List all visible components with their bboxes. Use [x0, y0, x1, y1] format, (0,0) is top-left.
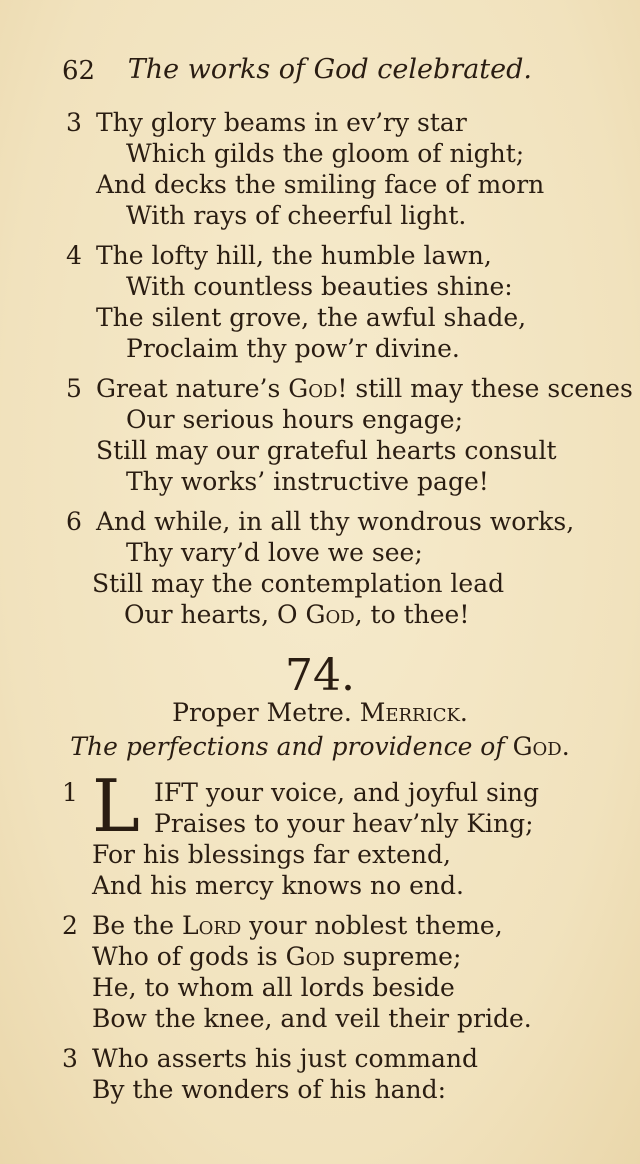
verse-line: With countless beauties shine: [126, 272, 513, 301]
stanza-number: 3 [62, 1044, 78, 1073]
verse-line: Who asserts his just command [92, 1044, 478, 1073]
verse-line: Be the Lord your noblest theme, [92, 911, 503, 940]
stanza-number: 3 [66, 108, 82, 137]
stanza-number: 5 [66, 374, 82, 403]
verse-line: Bow the knee, and veil their pride. [92, 1004, 532, 1033]
running-title: The works of God celebrated. [127, 54, 532, 85]
verse-line: Our hearts, O God, to thee! [124, 600, 470, 629]
verse-line: Proclaim thy pow’r divine. [126, 334, 460, 363]
verse-line: Thy glory beams in ev’ry star [96, 108, 467, 137]
verse-line: By the wonders of his hand: [92, 1075, 447, 1104]
verse-line: And decks the smiling face of morn [96, 170, 545, 199]
page-number: 62 [62, 56, 96, 86]
stanza-number: 6 [66, 507, 82, 536]
verse-line: With rays of cheerful light. [126, 201, 467, 230]
verse-line: IFT your voice, and joyful sing [154, 778, 539, 807]
hymn-meter: Proper Metre. Merrick. [172, 698, 468, 727]
verse-line: Thy vary’d love we see; [126, 538, 423, 567]
verse-line: He, to whom all lords beside [92, 973, 455, 1002]
hymn-number: 74. [285, 650, 355, 701]
verse-line: Which gilds the gloom of night; [126, 139, 525, 168]
verse-line: Thy works’ instructive page! [126, 467, 489, 496]
stanza-number: 4 [66, 241, 82, 270]
verse-line: For his blessings far extend, [92, 840, 451, 869]
stanza-number: 2 [62, 911, 78, 940]
hymn-subtitle: The perfections and providence of God. [70, 732, 570, 761]
verse-line: Still may our grateful hearts consult [96, 436, 557, 465]
verse-line: And while, in all thy wondrous works, [96, 507, 575, 536]
verse-line: The lofty hill, the humble lawn, [96, 241, 492, 270]
verse-line: And his mercy knows no end. [92, 871, 464, 900]
verse-line: Praises to your heav’nly King; [154, 809, 534, 838]
verse-line: Who of gods is God supreme; [92, 942, 462, 971]
page-header [62, 52, 532, 92]
verse-line: Our serious hours engage; [126, 405, 463, 434]
drop-cap: L [92, 764, 140, 848]
stanza-number: 1 [62, 778, 78, 807]
verse-line: Great nature’s God! still may these scenes [96, 374, 633, 403]
verse-line: Still may the contemplation lead [92, 569, 505, 598]
verse-line: The silent grove, the awful shade, [96, 303, 527, 332]
